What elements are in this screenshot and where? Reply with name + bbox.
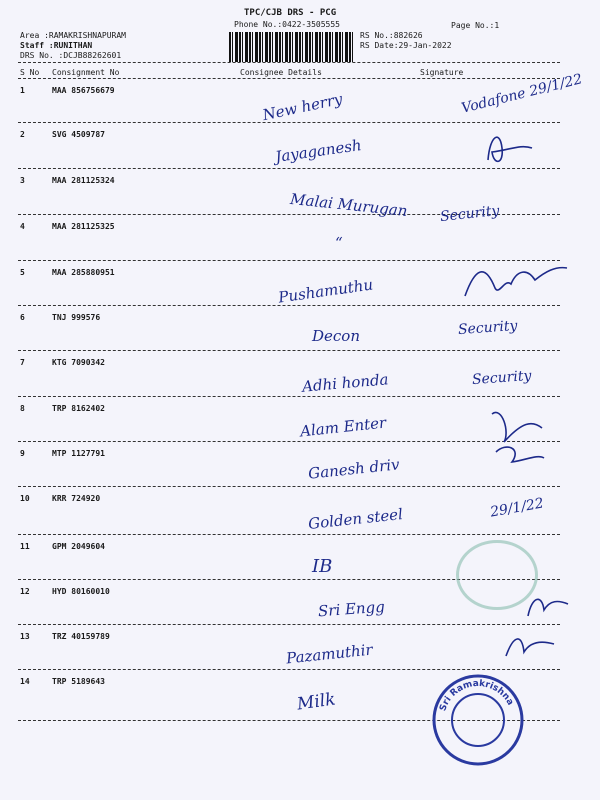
- row-sno: 3: [20, 176, 25, 185]
- consignee-handwriting: Decon: [312, 327, 360, 345]
- row-separator: [18, 396, 560, 397]
- row-separator: [18, 168, 560, 169]
- signature-scribble: [482, 402, 552, 482]
- signature-scribble: [500, 628, 560, 662]
- consignee-handwriting: “: [335, 234, 343, 252]
- consignee-handwriting: Jayaganesh: [274, 136, 363, 166]
- col-consignment: Consignment No: [52, 68, 120, 77]
- row-sno: 12: [20, 587, 30, 596]
- rs-date: RS Date:29-Jan-2022: [360, 41, 452, 50]
- consignee-handwriting: Ganesh driv: [307, 455, 401, 483]
- row-separator: [18, 441, 560, 442]
- document-title: TPC/CJB DRS - PCG: [244, 8, 337, 18]
- row-sno: 6: [20, 313, 25, 322]
- row-separator: [18, 122, 560, 123]
- row-sno: 14: [20, 677, 30, 686]
- staff-label: Staff :RUNITHAN: [20, 41, 93, 50]
- signature-scribble: [480, 130, 540, 170]
- row-consignment: MAA 281125325: [52, 222, 115, 231]
- row-sno: 5: [20, 268, 25, 277]
- row-sno: 13: [20, 632, 30, 641]
- row-sno: 11: [20, 542, 30, 551]
- col-signature: Signature: [420, 68, 464, 77]
- row-sno: 4: [20, 222, 25, 231]
- page-number: Page No.:1: [451, 21, 500, 30]
- signature-scribble: [522, 592, 572, 622]
- row-consignment: TNJ 999576: [52, 313, 101, 322]
- faded-stamp: [456, 540, 538, 610]
- row-consignment: TRP 8162402: [52, 404, 105, 413]
- signature-text: Security: [471, 367, 532, 389]
- consignee-handwriting: Sri Engg: [317, 597, 386, 621]
- row-separator: [18, 486, 560, 487]
- row-sno: 1: [20, 86, 25, 95]
- phone-number: Phone No.:0422-3505555: [234, 20, 340, 29]
- divider: [18, 78, 560, 79]
- consignee-handwriting: Adhi honda: [301, 370, 390, 396]
- row-separator: [18, 534, 560, 535]
- row-consignment: TRP 5189643: [52, 677, 105, 686]
- row-sno: 9: [20, 449, 25, 458]
- col-consignee: Consignee Details: [240, 68, 322, 77]
- signature-text: 29/1/22: [489, 495, 545, 521]
- signature-scribble: [455, 258, 575, 303]
- consignee-handwriting: Milk: [295, 689, 337, 715]
- row-consignment: MAA 856756679: [52, 86, 115, 95]
- consignee-handwriting: Malai Murugan: [289, 189, 409, 221]
- row-separator: [18, 350, 560, 351]
- drs-number: DRS No. :DCJB88262601: [20, 51, 122, 60]
- row-consignment: MAA 285880951: [52, 268, 115, 277]
- row-consignment: MTP 1127791: [52, 449, 105, 458]
- row-consignment: KTG 7090342: [52, 358, 105, 367]
- consignee-handwriting: Golden steel: [307, 505, 404, 533]
- company-stamp: [430, 672, 526, 768]
- stamp-text: Sri Ramakrishna: [438, 678, 516, 713]
- rs-number: RS No.:882626: [360, 31, 423, 40]
- consignee-handwriting: Alam Enter: [299, 413, 387, 441]
- row-sno: 2: [20, 130, 25, 139]
- signature-text: Security: [439, 202, 501, 226]
- signature-text: Security: [457, 317, 518, 339]
- consignee-handwriting: New herry: [261, 89, 344, 125]
- consignee-handwriting: Pazamuthir: [285, 640, 374, 668]
- row-consignment: HYD 80160010: [52, 587, 110, 596]
- col-sno: S No: [20, 68, 40, 77]
- divider: [18, 62, 560, 63]
- row-consignment: MAA 281125324: [52, 176, 115, 185]
- row-consignment: SVG 4509787: [52, 130, 105, 139]
- row-consignment: GPM 2049604: [52, 542, 105, 551]
- consignee-handwriting: Pushamuthu: [277, 275, 375, 307]
- barcode: [229, 32, 355, 62]
- consignee-handwriting: IB: [312, 556, 333, 577]
- row-sno: 7: [20, 358, 25, 367]
- row-separator: [18, 669, 560, 670]
- row-sno: 8: [20, 404, 25, 413]
- area-label: Area :RAMAKRISHNAPURAM: [20, 31, 126, 40]
- signature-text: Vodafone 29/1/22: [459, 71, 585, 117]
- row-consignment: KRR 724920: [52, 494, 101, 503]
- row-consignment: TRZ 40159789: [52, 632, 110, 641]
- row-sno: 10: [20, 494, 30, 503]
- row-separator: [18, 624, 560, 625]
